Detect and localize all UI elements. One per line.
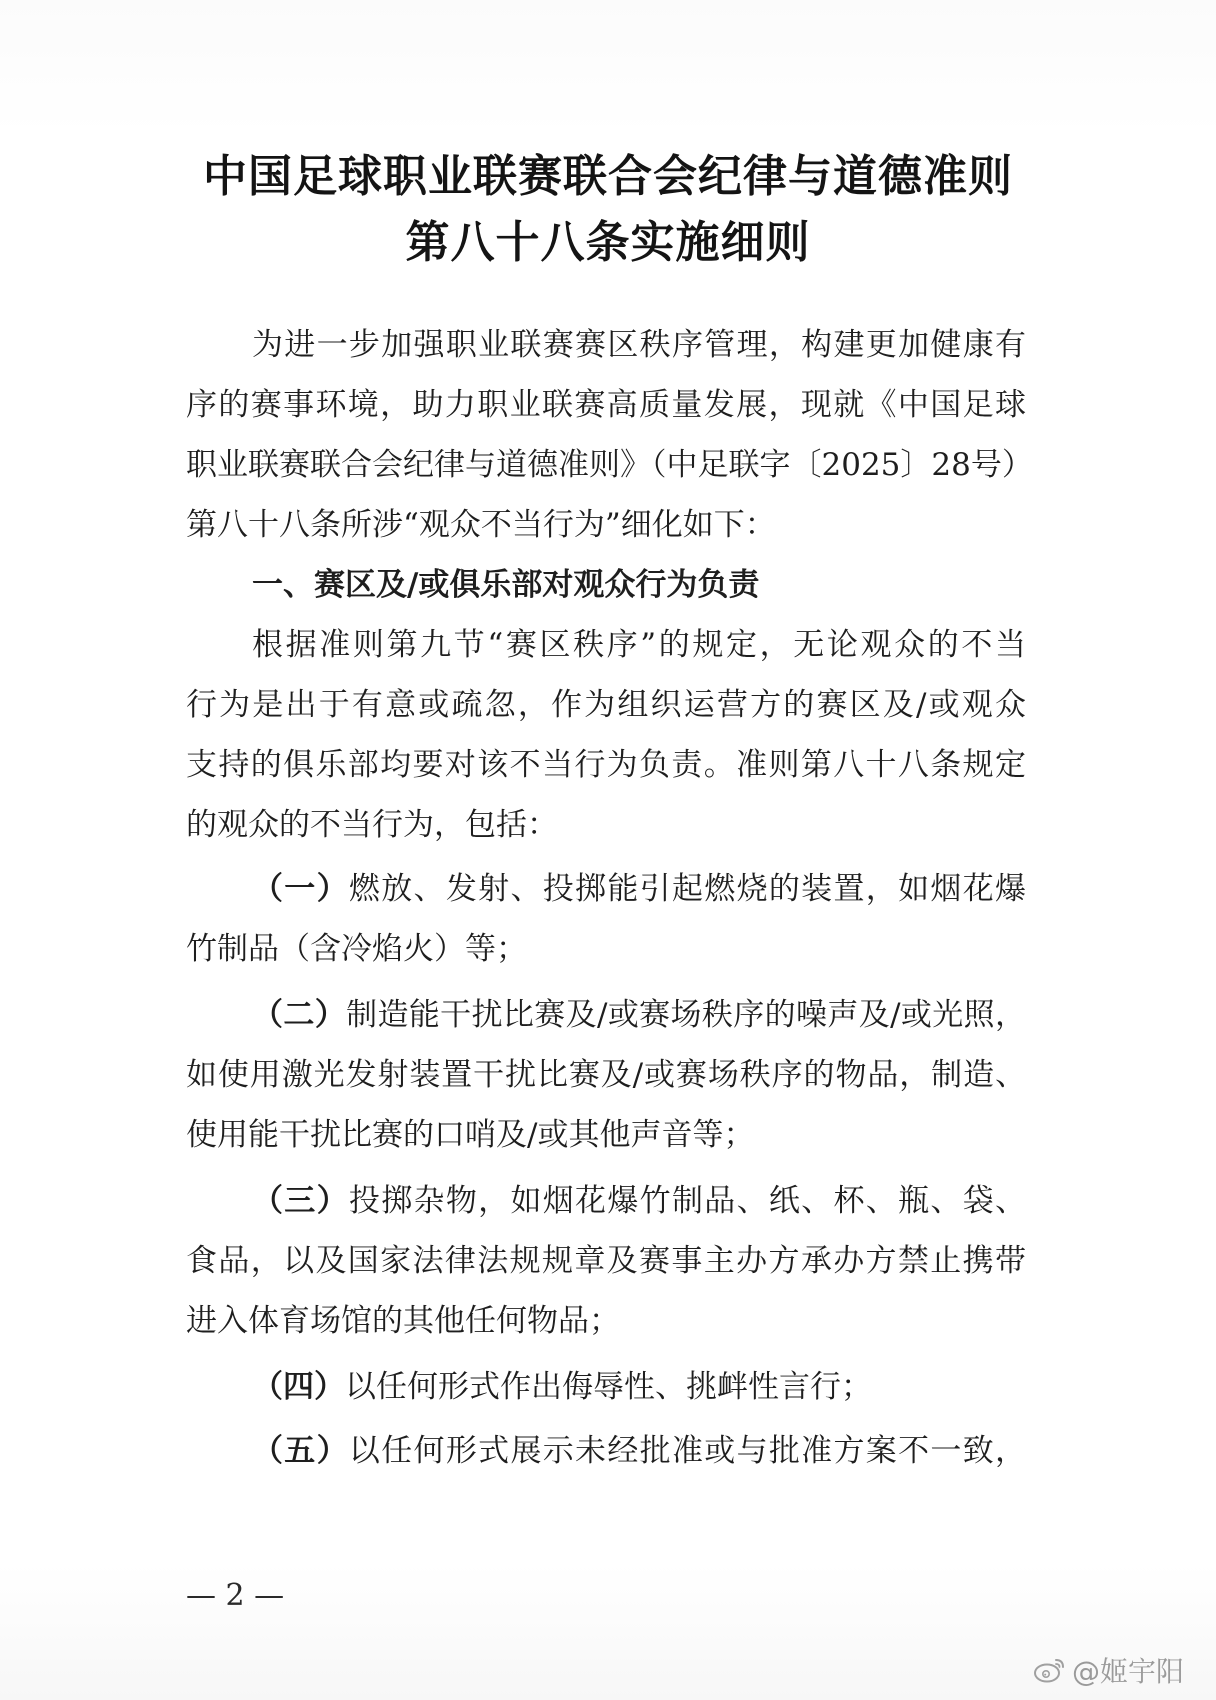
intro-line: 序的赛事环境，助力职业联赛高质量发展，现就《中国足球: [186, 387, 1026, 423]
list-item: [252, 1181, 1026, 1221]
section-body-line: 的观众的不当行为，包括：: [186, 807, 558, 843]
item-label: （五）: [252, 1433, 349, 1469]
item-label: （一）: [252, 871, 349, 907]
list-item-continuation: 食品，以及国家法律法规规章及赛事主办方承办方禁止携带: [186, 1243, 1026, 1279]
watermark: [1032, 1650, 1184, 1690]
section-body-line: 支持的俱乐部均要对该不当行为负责。准则第八十八条规定: [186, 747, 1026, 783]
list-item-continuation: 如使用激光发射装置干扰比赛及/或赛场秩序的物品，制造、: [186, 1057, 1026, 1093]
item-text: 投掷杂物，如烟花爆竹制品、纸、杯、瓶、袋、: [348, 1183, 1027, 1219]
list-item: [252, 995, 1026, 1035]
item-label: （四）: [252, 1369, 345, 1405]
section-heading: 一、赛区及/或俱乐部对观众行为负责: [252, 567, 760, 603]
intro-line: 职业联赛联合会纪律与道德准则》（中足联字〔2025〕28号）: [186, 447, 1033, 483]
item-text: 制造能干扰比赛及/或赛场秩序的噪声及/或光照，: [346, 997, 1026, 1033]
list-item: [252, 1431, 1026, 1471]
section-body-line: 根据准则第九节“赛区秩序”的规定，无论观众的不当: [252, 627, 1026, 663]
item-text: 燃放、发射、投掷能引起燃烧的装置，如烟花爆: [348, 871, 1027, 907]
item-label: （三）: [252, 1183, 349, 1219]
list-item-continuation: 进入体育场馆的其他任何物品；: [186, 1303, 620, 1339]
item-text: 以任何形式作出侮辱性、挑衅性言行；: [345, 1369, 872, 1405]
list-item-continuation: 竹制品（含冷焰火）等；: [186, 931, 527, 967]
list-item: [252, 869, 1026, 909]
list-item-continuation: 使用能干扰比赛的口哨及/或其他声音等；: [186, 1117, 755, 1153]
watermark-text: @姬宇阳: [1071, 1655, 1184, 1688]
list-item: [252, 1367, 1026, 1407]
section-body-line: 行为是出于有意或疏忽，作为组织运营方的赛区及/或观众: [186, 687, 1026, 723]
weibo-icon: [1032, 1656, 1066, 1684]
item-label: （二）: [252, 997, 347, 1033]
intro-line: 为进一步加强职业联赛赛区秩序管理，构建更加健康有: [252, 327, 1026, 363]
item-text: 以任何形式展示未经批准或与批准方案不一致，: [348, 1433, 1027, 1469]
intro-line: 第八十八条所涉“观众不当行为”细化如下：: [186, 507, 776, 543]
page-number: — 2 —: [186, 1578, 285, 1613]
document-title-line-1: 中国足球职业联赛联合会纪律与道德准则: [203, 151, 1013, 202]
document-title-line-2: 第八十八条实施细则: [405, 217, 811, 268]
